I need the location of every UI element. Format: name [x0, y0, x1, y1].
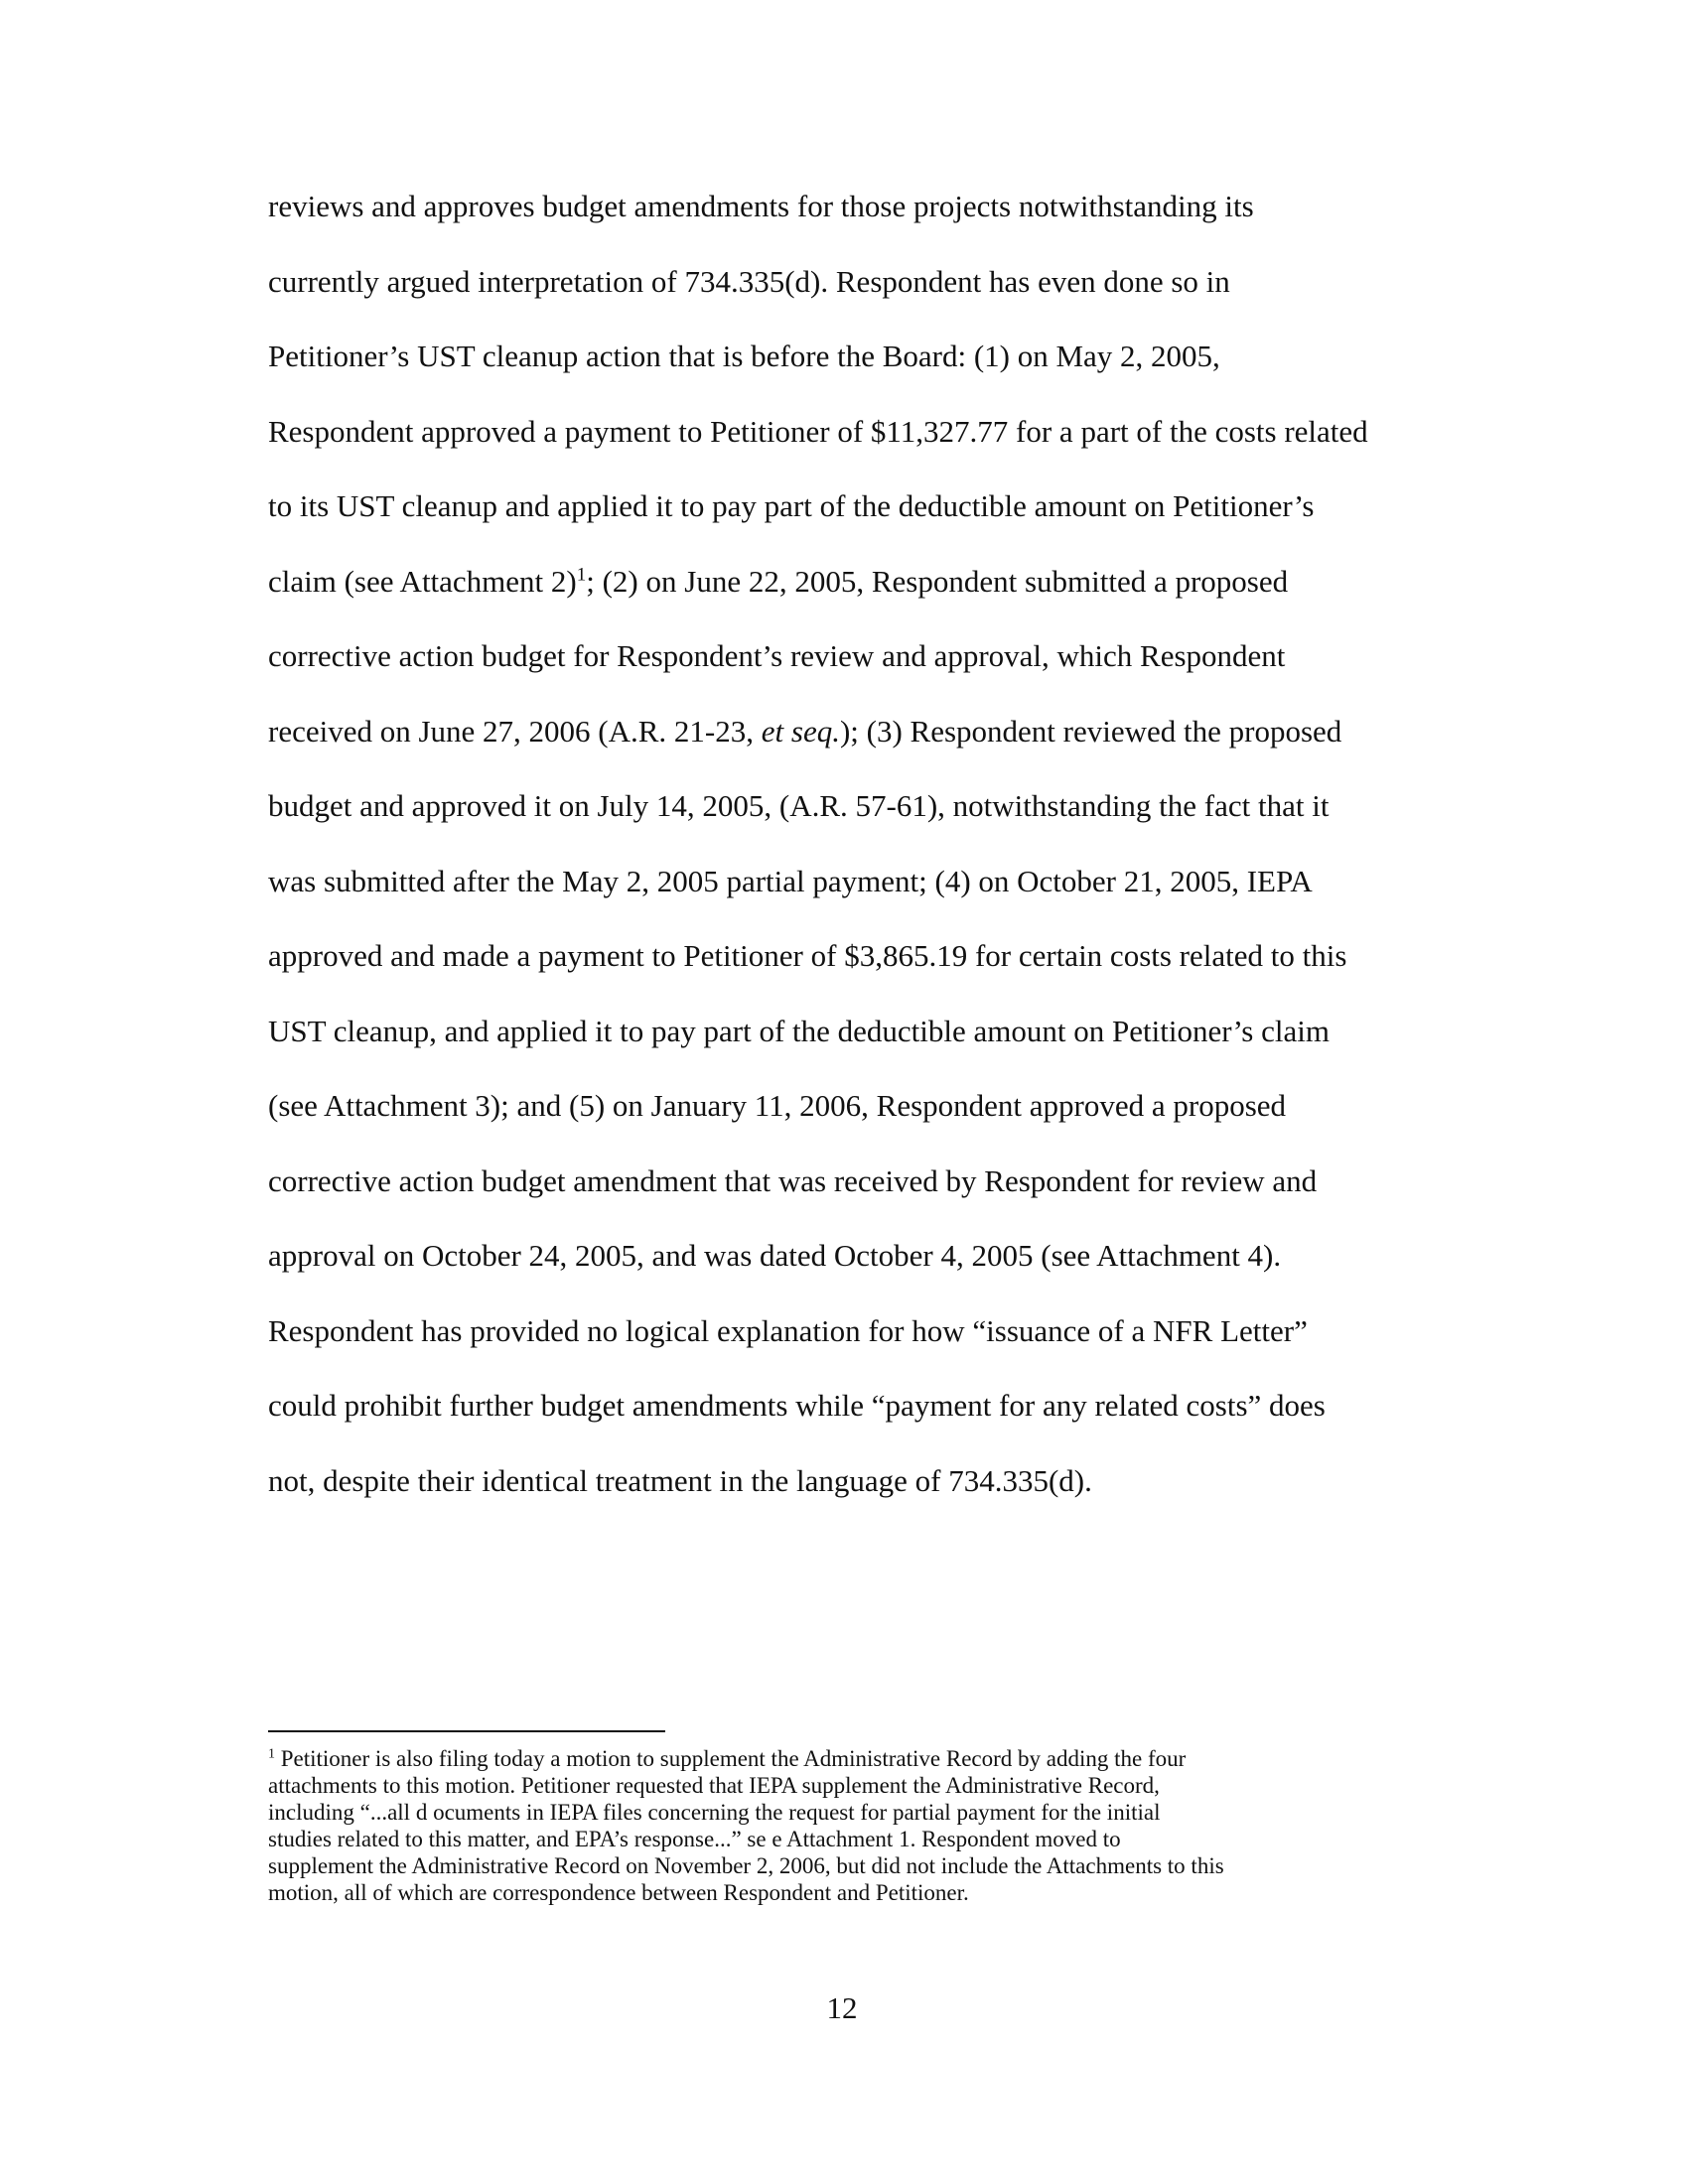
body-text-segment: claim (see Attachment 2)	[268, 563, 577, 599]
body-line: Respondent has provided no logical explanation for how “issuance of a NFR Letter”	[268, 1312, 1308, 1348]
page-number: 12	[826, 1990, 858, 2025]
body-line: could prohibit further budget amendments while “payment for any related costs” does	[268, 1388, 1326, 1423]
body-line: not, despite their identical treatment in the language of 734.335(d).	[268, 1462, 1092, 1498]
footnote-reference: 1	[576, 564, 587, 586]
body-text-segment: ); (3) Respondent reviewed the proposed	[839, 713, 1342, 749]
footnote-marker: 1	[268, 1746, 275, 1762]
body-line: reviews and approves budget amendments for those projects notwithstanding its	[268, 189, 1254, 223]
italic-citation: et seq.	[761, 713, 840, 749]
body-line: (see Attachment 3); and (5) on January 11, 2006, Respondent approved a proposed	[268, 1088, 1287, 1123]
footnote-line: including “...all d ocuments in IEPA files concerning the request for partial payment for the initial	[268, 1800, 1161, 1825]
body-line: currently argued interpretation of 734.335(d). Respondent has even done so in	[268, 263, 1230, 299]
footnote-separator	[268, 1730, 665, 1732]
body-text-segment: ; (2) on June 22, 2005, Respondent submitted a proposed	[586, 563, 1289, 599]
body-line: Respondent approved a payment to Petitioner of $11,327.77 for a part of the costs related	[268, 413, 1368, 449]
body-line: Petitioner’s UST cleanup action that is before the Board: (1) on May 2, 2005,	[268, 339, 1220, 373]
body-line-with-footnote-ref	[268, 544, 1430, 619]
footnote	[268, 1745, 1430, 1906]
footnote-text: Petitioner is also filing today a motion to supplement the Administrative Record by adding the four	[275, 1746, 1187, 1771]
footnote-line: supplement the Administrative Record on November 2, 2006, but did not include the Attachments to this	[268, 1853, 1224, 1878]
body-text-segment: received on June 27, 2006 (A.R. 21-23,	[268, 713, 762, 749]
body-line-with-italic	[268, 694, 1430, 769]
body-paragraph	[268, 169, 1430, 1518]
body-line: was submitted after the May 2, 2005 partial payment; (4) on October 21, 2005, IEPA	[268, 863, 1313, 898]
footnote-line: attachments to this motion. Petitioner requested that IEPA supplement the Administrative Record,	[268, 1773, 1160, 1798]
body-line: approved and made a payment to Petitioner of $3,865.19 for certain costs related to this	[268, 938, 1347, 973]
footnote-line	[268, 1745, 1430, 1772]
body-line: corrective action budget for Respondent’s review and approval, which Respondent	[268, 638, 1286, 673]
body-line: approval on October 24, 2005, and was dated October 4, 2005 (see Attachment 4).	[268, 1238, 1282, 1273]
body-line: budget and approved it on July 14, 2005, (A.R. 57-61), notwithstanding the fact that it	[268, 788, 1330, 823]
footnote-line: motion, all of which are correspondence between Respondent and Petitioner.	[268, 1880, 969, 1905]
body-line: to its UST cleanup and applied it to pay part of the deductible amount on Petitioner’s	[268, 488, 1315, 523]
body-line: UST cleanup, and applied it to pay part of the deductible amount on Petitioner’s claim	[268, 1013, 1330, 1048]
footnote-line: studies related to this matter, and EPA’s response...” se e Attachment 1. Respondent moved to	[268, 1827, 1121, 1851]
body-line: corrective action budget amendment that was received by Respondent for review and	[268, 1162, 1318, 1198]
